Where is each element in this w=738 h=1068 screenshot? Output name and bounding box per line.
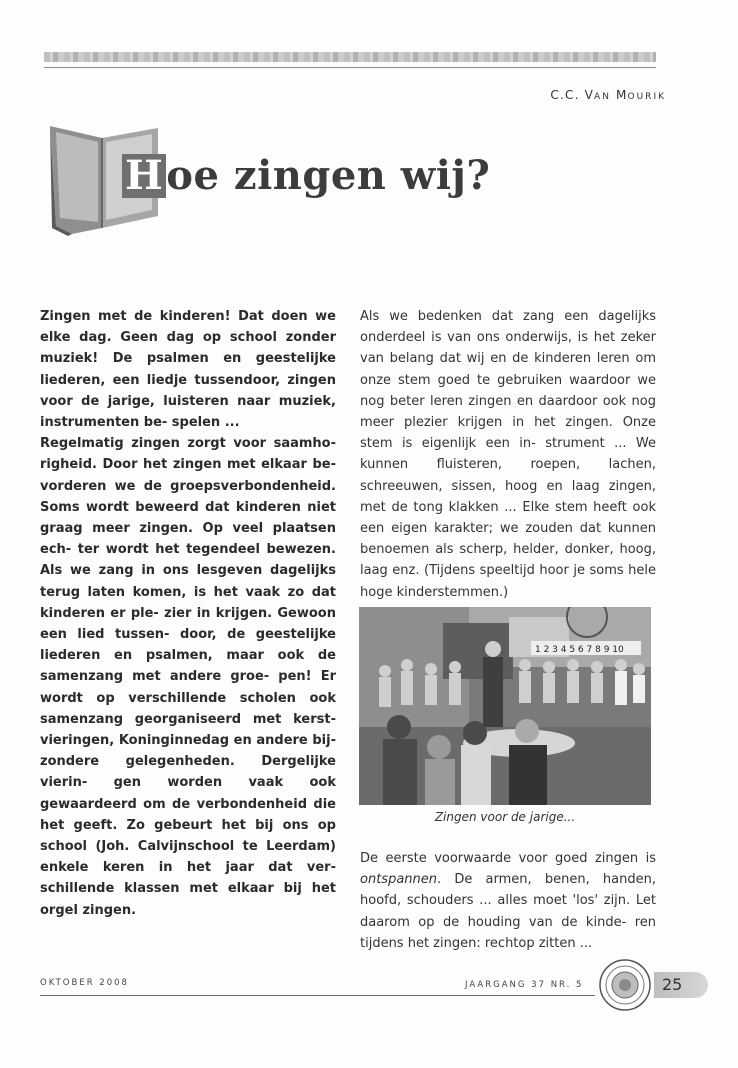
wall-number-strip: 1 2 3 4 5 6 7 8 9 10: [535, 645, 624, 655]
left-paragraph-2: Regelmatig zingen zorgt voor saamho- righeid. Door het zingen met elkaar be- vorderen we de groepsverbondenheid. Soms wordt beweerd dat kinderen niet graag meer zingen. Op veel plaatsen ech- ter wordt het tegendeel bewezen. Als we zang in ons lesgeven dagelijks terug laten komen, is het vaak zo dat kinderen er ple- zier in krijgen. Gewoon een lied tussen- door, de geestelijke liederen en psalmen, maar ook de samenzang met andere groe- pen! Er wordt op verschillende scholen ook samenzang georganiseerd met kerst- vieringen, Koninginnedag en andere bij- zondere gelegenheden. Dergelijke vierin- gen worden vaak ook gewaardeerd om de verbondenheid die het geeft. Zo gebeurt het bij ons op school (Joh. Calvijnschool te Leerdam) enkele keren in het jaar dat ver- schillende klassen met elkaar bij het orgel zingen.: [40, 436, 336, 918]
right-paragraph-1: Als we bedenken dat zang een dagelijks onderdeel is van ons onderwijs, is het zeker van belang dat wij en de kinderen leren om onze stem goed te gebruiken waardoor we nog beter leren zingen en daardoor ook nog meer plezier krijgen in het zingen. Onze stem is eigenlijk een in- strument ... We kunnen fluisteren, roepen, lachen, schreeuwen, sissen, hoog en laag zingen, met de tong klakken ... Elke stem heeft ook een eigen karakter; we zouden dat kunnen benoemen als scherp, helder, donker, hoog, laag enz. (Tijdens speeltijd hoor je soms hele hoge kinderstemmen.): [360, 309, 656, 600]
right-column-bottom: [360, 848, 656, 954]
left-column: [40, 306, 336, 921]
photo-caption: Zingen voor de jarige...: [434, 810, 576, 824]
title-initial: H: [122, 154, 166, 198]
header-decorative-band: [44, 52, 656, 62]
footer-volume: JAARGANG 37 NR. 5: [465, 980, 584, 990]
seal-icon: [598, 958, 652, 1012]
right-column-top: [360, 306, 656, 603]
classroom-photo-illustration: [359, 607, 651, 805]
title-rest: oe zingen wij?: [166, 152, 491, 199]
author-name: C.C. VAN MOURIK: [550, 88, 666, 102]
left-paragraph-1: Zingen met de kinderen! Dat doen we elke dag. Geen dag op school zonder muziek! De psalmen en geestelijke liederen, een liedje tussendoor, zingen voor de jarige, luisteren naar muziek, instrumenten be- spelen ...: [40, 309, 336, 431]
footer-date: OKTOBER 2008: [40, 978, 129, 988]
header-rule: [44, 67, 656, 68]
page-number: 25: [662, 975, 683, 994]
emphasis-ontspannen: ontspannen: [360, 872, 437, 888]
right-paragraph-2: De eerste voorwaarde voor goed zingen is ontspannen. De armen, benen, handen, hoofd, schouders ... alles moet 'los' zijn. Let daarom op de houding van de kinde- ren tijdens het zingen: rechtop zitten ...: [360, 851, 656, 951]
footer-rule: [40, 995, 595, 996]
page-title: [122, 152, 490, 199]
classroom-photo: [359, 607, 651, 805]
